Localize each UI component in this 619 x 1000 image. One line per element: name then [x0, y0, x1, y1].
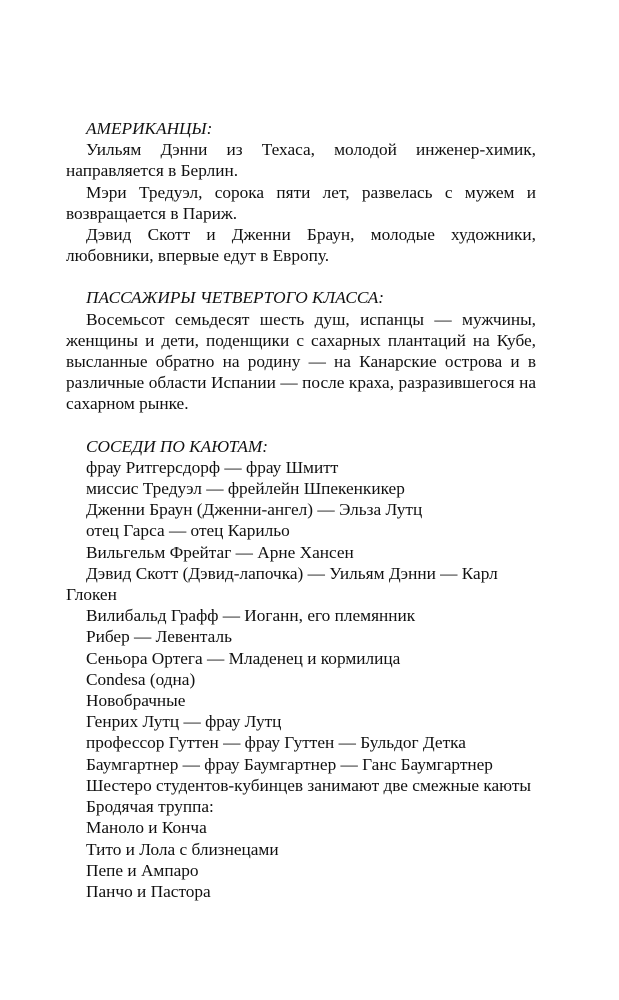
section-gap: [66, 266, 536, 287]
list-item: Бродячая труппа:: [86, 797, 214, 817]
list-item: Дэвид Скотт (Дэвид-лапочка) — Уильям Дэнни — Карл Глокен: [66, 563, 498, 605]
list-item: Рибер — Левенталь: [86, 627, 232, 647]
list-item: Дженни Браун (Дженни-ангел) — Эльза Лутц: [86, 500, 423, 520]
list-item: Шестеро студентов-кубинцев занимают две смежные каюты: [86, 775, 532, 795]
list-item: Панчо и Пастора: [86, 881, 211, 901]
cabin-mates-list: [66, 457, 536, 902]
paragraph-scott-brown: Дэвид Скотт и Дженни Браун, молодые художники, любовники, впервые едут в Европу.: [66, 225, 536, 266]
list-item: Новобрачные: [86, 691, 186, 711]
list-item: Вильгельм Фрейтаг — Арне Хансен: [86, 542, 354, 562]
document-page: [66, 118, 536, 902]
section-heading-americans: АМЕРИКАНЦЫ:: [86, 119, 213, 138]
list-item: Condesa (одна): [86, 669, 196, 689]
section-heading-cabin-mates: СОСЕДИ ПО КАЮТАМ:: [86, 436, 269, 456]
list-item: Генрих Лутц — фрау Лутц: [86, 712, 282, 732]
section-heading-fourth-class: ПАССАЖИРЫ ЧЕТВЕРТОГО КЛАССА:: [86, 288, 385, 308]
list-item: Сеньора Ортега — Младенец и кормилица: [86, 648, 401, 668]
list-item: Пепе и Ампаро: [86, 860, 199, 880]
paragraph-fourth-class: Восемьсот семьдесят шесть душ, испанцы — мужчины, женщины и дети, поденщики с сахарных плантаций на Кубе, высланные обратно на родину — на Канарские острова и в различные области Испании — после краха, разразившегося на сахарном рынке.: [66, 309, 536, 414]
paragraph-danny: Уильям Дэнни из Техаса, молодой инженер-химик, направляется в Берлин.: [66, 140, 536, 181]
list-item: Баумгартнер — фрау Баумгартнер — Ганс Баумгартнер: [86, 754, 493, 774]
list-item: профессор Гуттен — фрау Гуттен — Бульдог Детка: [86, 733, 466, 753]
list-item: Тито и Лола с близнецами: [86, 839, 279, 859]
list-item: фрау Ритгерсдорф — фрау Шмитт: [86, 457, 339, 477]
list-item: Вилибальд Графф — Иоганн, его племянник: [86, 606, 416, 626]
list-item: Маноло и Конча: [86, 818, 207, 838]
section-gap: [66, 415, 536, 436]
list-item: отец Гарса — отец Карильо: [86, 521, 290, 541]
paragraph-treadwell: Мэри Тредуэл, сорока пяти лет, развелась с мужем и возвращается в Париж.: [66, 182, 536, 223]
list-item: миссис Тредуэл — фрейлейн Шпекенкикер: [86, 479, 405, 499]
